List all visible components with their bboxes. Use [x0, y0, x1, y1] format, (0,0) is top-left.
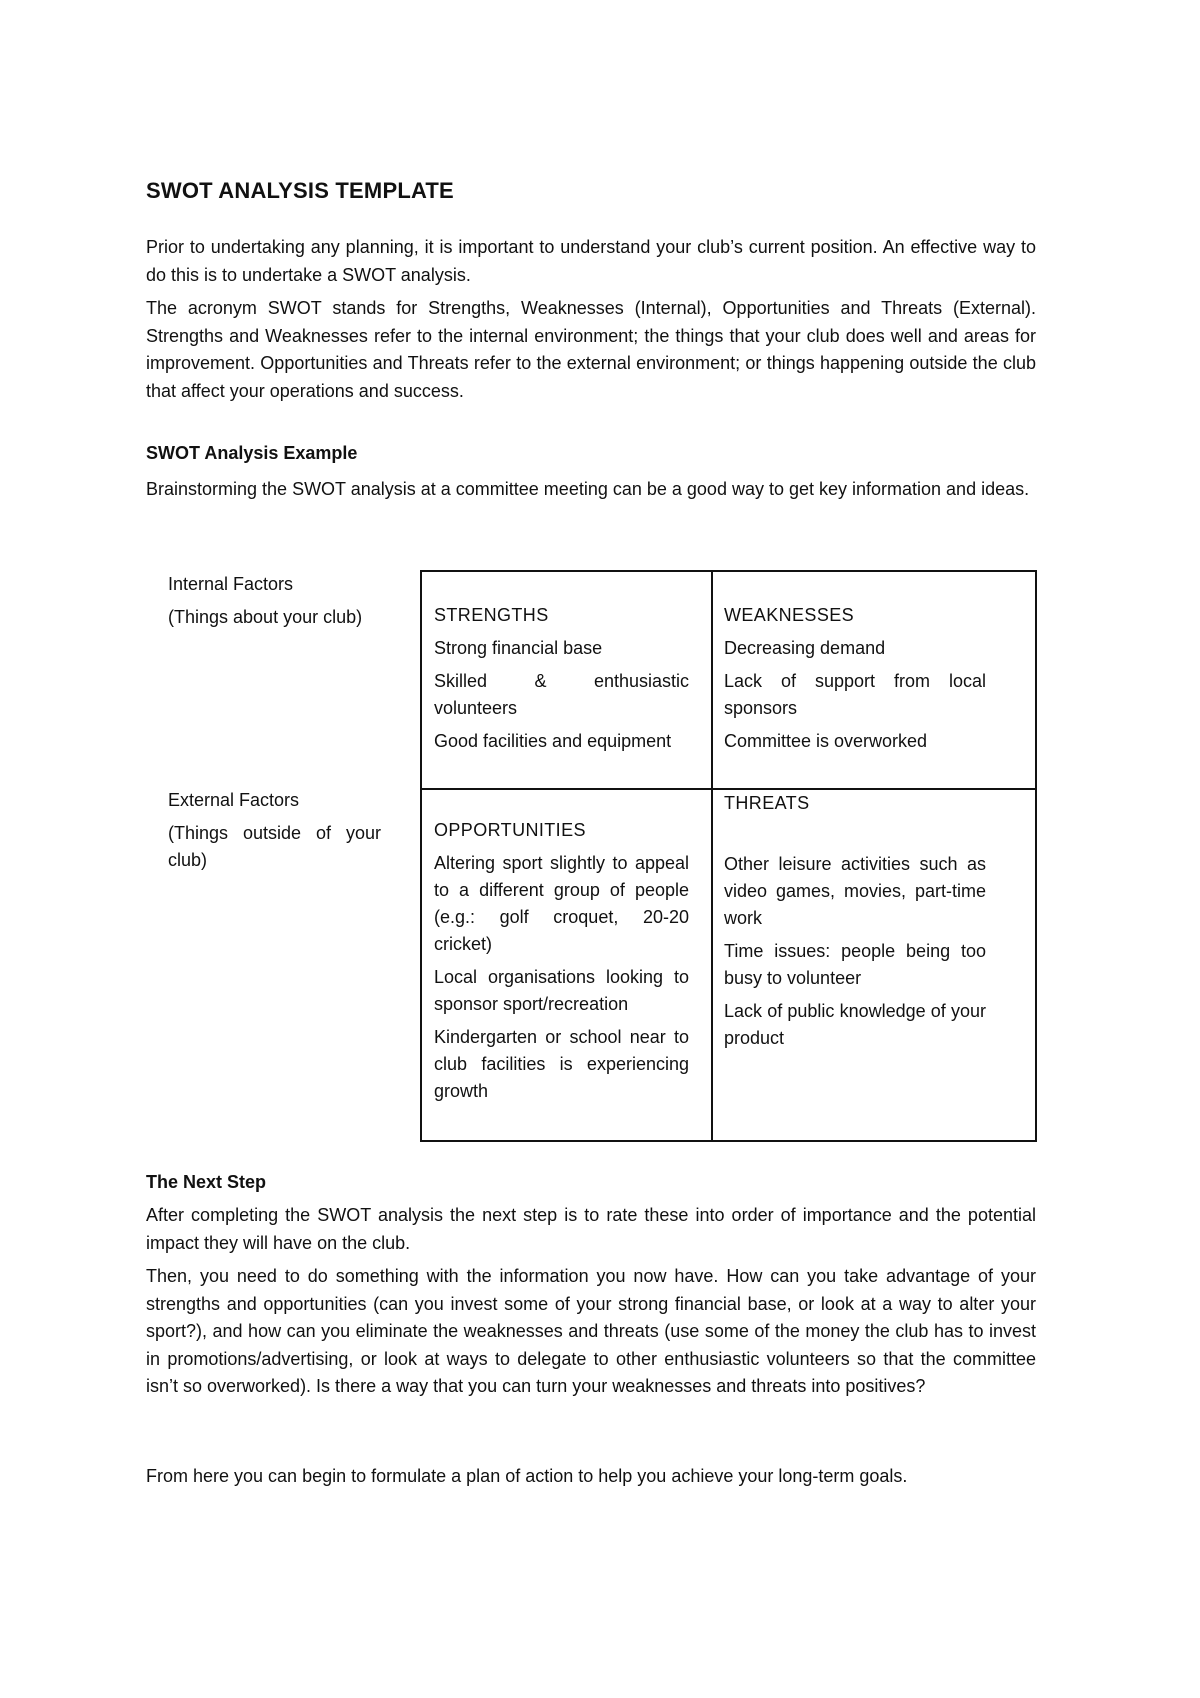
next-step-paragraph-2: Then, you need to do something with the information you now have. How can you take advantage of your strengths and opportunities (can you invest some of your strong financial base, or look at a way to alter your sport?), and how can you eliminate the weaknesses and threats (use some of the money the club has to invest in promotions/advertising, or look at ways to delegate to other enthusiastic volunteers so that the committee isn’t so overworked). Is there a way that you can turn your weaknesses and threats into positives? [146, 1266, 1036, 1396]
next-step-paragraph-1: After completing the SWOT analysis the next step is to rate these into order of importance and the potential impact they will have on the club. [146, 1205, 1036, 1253]
intro-paragraph-2: The acronym SWOT stands for Strengths, Weaknesses (Internal), Opportunities and Threats (External). Strengths and Weaknesses refer to the internal environment; the things that your club does well and areas for improvement. Opportunities and Threats refer to the external environment; or things happening outside the club that affect your operations and success. [146, 298, 1036, 401]
weaknesses-heading: WEAKNESSES [724, 605, 855, 625]
external-factors-desc: (Things outside of your club) [168, 823, 381, 870]
grid-divider-vertical [711, 572, 713, 1140]
internal-factors-label-block [168, 571, 381, 631]
intro-paragraph-1: Prior to undertaking any planning, it is important to understand your club’s current position. An effective way to do this is to undertake a SWOT analysis. [146, 237, 1036, 285]
external-factors-label: External Factors [168, 790, 300, 810]
next-step-heading: The Next Step [146, 1172, 267, 1192]
strengths-item: Skilled & enthusiastic volunteers [434, 671, 689, 718]
internal-factors-label: Internal Factors [168, 574, 294, 594]
example-heading: SWOT Analysis Example [146, 443, 358, 463]
weaknesses-cell [724, 602, 986, 761]
opportunities-item: Local organisations looking to sponsor sport/recreation [434, 967, 689, 1014]
threats-item: Time issues: people being too busy to volunteer [724, 941, 986, 988]
opportunities-heading: OPPORTUNITIES [434, 820, 586, 840]
weaknesses-item: Committee is overworked [724, 731, 928, 751]
external-factors-label-block [168, 787, 381, 874]
example-paragraph: Brainstorming the SWOT analysis at a committee meeting can be a good way to get key information and ideas. [146, 479, 1030, 499]
closing-paragraph: From here you can begin to formulate a plan of action to help you achieve your long-term goals. [146, 1466, 908, 1486]
weaknesses-item: Lack of support from local sponsors [724, 671, 986, 718]
opportunities-item: Altering sport slightly to appeal to a different group of people (e.g.: golf croquet, 20-20 cricket) [434, 853, 689, 954]
swot-grid [420, 570, 1037, 1142]
threats-cell [724, 790, 986, 1058]
strengths-item: Strong financial base [434, 638, 603, 658]
opportunities-item: Kindergarten or school near to club facilities is experiencing growth [434, 1027, 689, 1101]
opportunities-cell [434, 817, 689, 1111]
weaknesses-item: Decreasing demand [724, 638, 886, 658]
internal-factors-desc: (Things about your club) [168, 607, 363, 627]
page-title: SWOT ANALYSIS TEMPLATE [146, 178, 454, 203]
threats-heading: THREATS [724, 793, 810, 813]
strengths-item: Good facilities and equipment [434, 731, 672, 751]
strengths-heading: STRENGTHS [434, 605, 549, 625]
threats-item: Other leisure activities such as video games, movies, part-time work [724, 854, 986, 928]
threats-item: Lack of public knowledge of your product [724, 1001, 986, 1048]
strengths-cell [434, 602, 689, 761]
